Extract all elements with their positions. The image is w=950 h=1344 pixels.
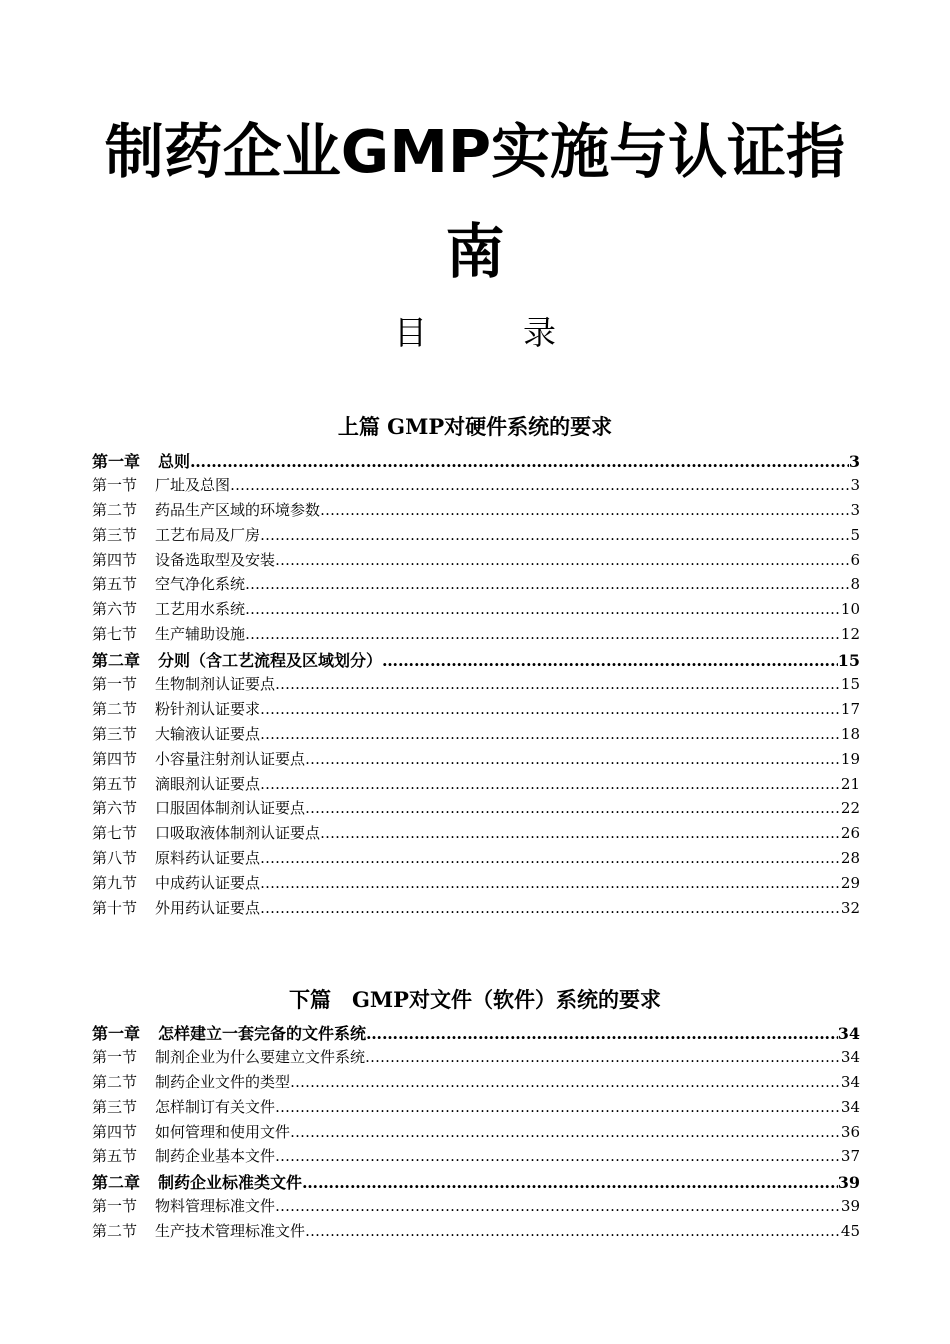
toc-entry-text: 制药企业文件的类型 xyxy=(155,1072,291,1091)
toc-entry-text: 口服固体制剂认证要点 xyxy=(155,799,306,818)
toc-entry-label xyxy=(92,897,260,918)
toc-entry-text: 空气净化系统 xyxy=(155,575,246,594)
toc-entry-number: 第二节 xyxy=(92,699,138,718)
toc-page-number: 5 xyxy=(850,525,860,544)
toc-entry-text: 总则 xyxy=(158,452,191,471)
toc-chapter-entry[interactable] xyxy=(92,1170,860,1195)
toc-entry-number: 第十节 xyxy=(92,899,138,918)
toc-entry-label xyxy=(92,1071,290,1092)
toc-section-entry[interactable] xyxy=(92,1145,860,1170)
toc-entry-number: 第三节 xyxy=(92,1097,138,1116)
document-title-line-1: 制药企业GMP实施与认证指 xyxy=(104,117,846,186)
toc-page-number: 6 xyxy=(850,550,860,569)
toc-page-number: 8 xyxy=(850,575,860,594)
toc-section-entry[interactable] xyxy=(92,822,860,847)
toc-entry-text: 生产技术管理标准文件 xyxy=(155,1222,306,1241)
toc-dot-leader xyxy=(260,725,841,743)
toc-dot-leader xyxy=(305,750,841,768)
toc-entry-text: 口吸取液体制剂认证要点 xyxy=(155,824,321,843)
toc-entry-number: 第一节 xyxy=(92,1197,138,1216)
toc-dot-leader xyxy=(260,526,850,544)
toc-dot-leader xyxy=(275,1147,841,1165)
toc-entry-text: 怎样制订有关文件 xyxy=(155,1097,276,1116)
toc-entry-number: 第二节 xyxy=(92,500,138,519)
toc-entry-number: 第七节 xyxy=(92,625,138,644)
toc-dot-leader xyxy=(260,899,841,917)
toc-page-number: 15 xyxy=(840,675,860,694)
toc-entry-text: 设备选取型及安装 xyxy=(155,550,276,569)
toc-entry-text: 制药企业基本文件 xyxy=(155,1147,276,1166)
toc-dot-leader xyxy=(260,700,841,718)
toc-page-number: 34 xyxy=(837,1024,860,1043)
toc-dot-leader xyxy=(245,575,850,593)
toc-entry-label xyxy=(92,673,275,694)
toc-dot-leader xyxy=(245,625,841,643)
toc-entry-number: 第四节 xyxy=(92,749,138,768)
part2-toc-list xyxy=(92,1021,860,1245)
toc-dot-leader xyxy=(275,551,850,569)
toc-entry-number: 第一节 xyxy=(92,675,138,694)
toc-section-entry[interactable] xyxy=(92,698,860,723)
toc-heading-char-1: 目 xyxy=(394,313,427,352)
toc-dot-leader xyxy=(260,874,841,892)
toc-section-entry[interactable] xyxy=(92,723,860,748)
toc-page-number: 26 xyxy=(840,824,860,843)
toc-entry-number: 第三节 xyxy=(92,724,138,743)
toc-page-number: 3 xyxy=(850,500,860,519)
toc-entry-number: 第一章 xyxy=(92,1024,141,1043)
toc-entry-number: 第四节 xyxy=(92,1122,138,1141)
toc-section-entry[interactable] xyxy=(92,524,860,549)
toc-entry-number: 第九节 xyxy=(92,874,138,893)
toc-entry-label xyxy=(92,1170,302,1193)
toc-page-number: 21 xyxy=(840,774,860,793)
part1-toc-list xyxy=(92,449,860,922)
toc-entry-text: 厂址及总图 xyxy=(155,475,231,494)
toc-page-number: 3 xyxy=(850,475,860,494)
toc-chapter-entry[interactable] xyxy=(92,449,860,474)
toc-section-entry[interactable] xyxy=(92,549,860,574)
toc-page-number: 3 xyxy=(848,452,860,471)
toc-entry-number: 第五节 xyxy=(92,774,138,793)
toc-heading xyxy=(0,307,950,354)
toc-entry-text: 工艺用水系统 xyxy=(155,600,246,619)
toc-entry-number: 第六节 xyxy=(92,600,138,619)
toc-entry-label xyxy=(92,748,305,769)
toc-entry-label xyxy=(92,797,305,818)
toc-page-number: 45 xyxy=(840,1222,860,1241)
toc-dot-leader xyxy=(320,501,850,519)
toc-section-entry[interactable] xyxy=(92,573,860,598)
toc-section-entry[interactable] xyxy=(92,1220,860,1245)
toc-entry-label xyxy=(92,847,260,868)
toc-entry-label xyxy=(92,1145,275,1166)
toc-chapter-entry[interactable] xyxy=(92,1021,860,1046)
toc-page-number: 10 xyxy=(840,600,860,619)
toc-page-number: 28 xyxy=(840,849,860,868)
toc-entry-number: 第一节 xyxy=(92,475,138,494)
toc-dot-leader xyxy=(366,1024,838,1043)
toc-section-entry[interactable] xyxy=(92,673,860,698)
toc-entry-label xyxy=(92,598,245,619)
toc-entry-label xyxy=(92,449,190,472)
toc-entry-text: 大输液认证要点 xyxy=(155,724,261,743)
toc-entry-text: 分则（含工艺流程及区域划分） xyxy=(158,651,383,671)
toc-entry-label xyxy=(92,1121,290,1142)
toc-entry-text: 粉针剂认证要求 xyxy=(155,699,261,718)
toc-entry-text: 制剂企业为什么要建立文件系统 xyxy=(155,1047,366,1066)
toc-entry-label xyxy=(92,773,260,794)
toc-entry-text: 外用药认证要点 xyxy=(155,899,261,918)
part2-title: 下篇 GMP对文件（软件）系统的要求 xyxy=(289,987,661,1012)
toc-entry-label xyxy=(92,1220,305,1241)
toc-entry-label xyxy=(92,499,320,520)
toc-entry-label xyxy=(92,524,260,545)
toc-entry-label xyxy=(92,723,260,744)
toc-page-number: 34 xyxy=(840,1097,860,1116)
toc-entry-text: 制药企业标准类文件 xyxy=(158,1173,303,1193)
toc-section-entry[interactable] xyxy=(92,623,860,648)
toc-entry-text: 如何管理和使用文件 xyxy=(155,1122,291,1141)
toc-entry-text: 药品生产区域的环境参数 xyxy=(155,500,321,519)
toc-page-number: 34 xyxy=(840,1047,860,1066)
document-title-line-2: 南 xyxy=(445,217,505,286)
toc-entry-number: 第四节 xyxy=(92,550,138,569)
toc-entry-number: 第二节 xyxy=(92,1072,138,1091)
toc-entry-number: 第八节 xyxy=(92,849,138,868)
toc-section-entry[interactable] xyxy=(92,797,860,822)
toc-entry-text: 中成药认证要点 xyxy=(155,874,261,893)
toc-entry-number: 第七节 xyxy=(92,824,138,843)
toc-dot-leader xyxy=(275,1098,841,1116)
toc-entry-number: 第一节 xyxy=(92,1047,138,1066)
toc-section-entry[interactable] xyxy=(92,748,860,773)
toc-entry-label xyxy=(92,1021,366,1044)
toc-section-entry[interactable] xyxy=(92,1121,860,1146)
toc-section-entry[interactable] xyxy=(92,1071,860,1096)
toc-dot-leader xyxy=(290,1073,841,1091)
toc-entry-label xyxy=(92,474,230,495)
toc-entry-text: 滴眼剂认证要点 xyxy=(155,774,261,793)
toc-section-entry[interactable] xyxy=(92,1046,860,1071)
toc-chapter-entry[interactable] xyxy=(92,648,860,673)
toc-dot-leader xyxy=(275,1197,841,1215)
toc-page-number: 19 xyxy=(840,749,860,768)
toc-entry-number: 第五节 xyxy=(92,575,138,594)
toc-page-number: 15 xyxy=(837,651,860,671)
toc-section-entry[interactable] xyxy=(92,847,860,872)
toc-dot-leader xyxy=(260,849,841,867)
toc-page-number: 18 xyxy=(840,724,860,743)
toc-dot-leader xyxy=(305,799,841,817)
toc-page-number: 36 xyxy=(840,1122,860,1141)
toc-entry-text: 物料管理标准文件 xyxy=(155,1197,276,1216)
toc-entry-text: 原料药认证要点 xyxy=(155,849,261,868)
toc-section-entry[interactable] xyxy=(92,598,860,623)
toc-section-entry[interactable] xyxy=(92,499,860,524)
toc-entry-label xyxy=(92,1195,275,1216)
toc-dot-leader xyxy=(190,452,849,471)
toc-dot-leader xyxy=(382,651,838,670)
toc-entry-label xyxy=(92,822,320,843)
toc-entry-label xyxy=(92,1046,365,1067)
toc-page-number: 34 xyxy=(840,1072,860,1091)
toc-section-entry[interactable] xyxy=(92,1096,860,1121)
toc-page-number: 12 xyxy=(840,625,860,644)
toc-entry-number: 第三节 xyxy=(92,525,138,544)
toc-entry-label xyxy=(92,573,245,594)
toc-page-number: 17 xyxy=(840,699,860,718)
toc-page-number: 32 xyxy=(840,899,860,918)
toc-entry-number: 第二章 xyxy=(92,1173,141,1193)
toc-entry-label xyxy=(92,648,382,671)
toc-page-number: 22 xyxy=(840,799,860,818)
toc-entry-number: 第六节 xyxy=(92,799,138,818)
toc-page-number: 29 xyxy=(840,874,860,893)
toc-dot-leader xyxy=(365,1048,841,1066)
toc-section-entry[interactable] xyxy=(92,773,860,798)
toc-entry-text: 怎样建立一套完备的文件系统 xyxy=(158,1024,367,1043)
toc-entry-text: 工艺布局及厂房 xyxy=(155,525,261,544)
toc-section-entry[interactable] xyxy=(92,872,860,897)
toc-dot-leader xyxy=(245,600,841,618)
toc-dot-leader xyxy=(302,1173,838,1192)
toc-dot-leader xyxy=(230,476,850,494)
toc-page-number: 37 xyxy=(840,1147,860,1166)
toc-entry-label xyxy=(92,1096,275,1117)
toc-page-number: 39 xyxy=(837,1173,860,1193)
toc-entry-number: 第一章 xyxy=(92,452,141,471)
toc-entry-label xyxy=(92,872,260,893)
toc-dot-leader xyxy=(305,1222,841,1240)
toc-page-number: 39 xyxy=(840,1197,860,1216)
toc-entry-number: 第五节 xyxy=(92,1147,138,1166)
toc-section-entry[interactable] xyxy=(92,897,860,922)
toc-entry-text: 生物制剂认证要点 xyxy=(155,675,276,694)
toc-dot-leader xyxy=(290,1123,841,1141)
toc-dot-leader xyxy=(320,824,841,842)
toc-entry-number: 第二节 xyxy=(92,1222,138,1241)
toc-dot-leader xyxy=(260,775,841,793)
toc-section-entry[interactable] xyxy=(92,474,860,499)
toc-dot-leader xyxy=(275,675,841,693)
toc-entry-label xyxy=(92,623,245,644)
toc-entry-label xyxy=(92,549,275,570)
toc-entry-number: 第二章 xyxy=(92,651,141,671)
toc-entry-text: 生产辅助设施 xyxy=(155,625,246,644)
part1-title: 上篇 GMP对硬件系统的要求 xyxy=(337,414,613,439)
toc-section-entry[interactable] xyxy=(92,1195,860,1220)
toc-heading-char-2: 录 xyxy=(523,313,556,352)
toc-entry-text: 小容量注射剂认证要点 xyxy=(155,749,306,768)
toc-entry-label xyxy=(92,698,260,719)
